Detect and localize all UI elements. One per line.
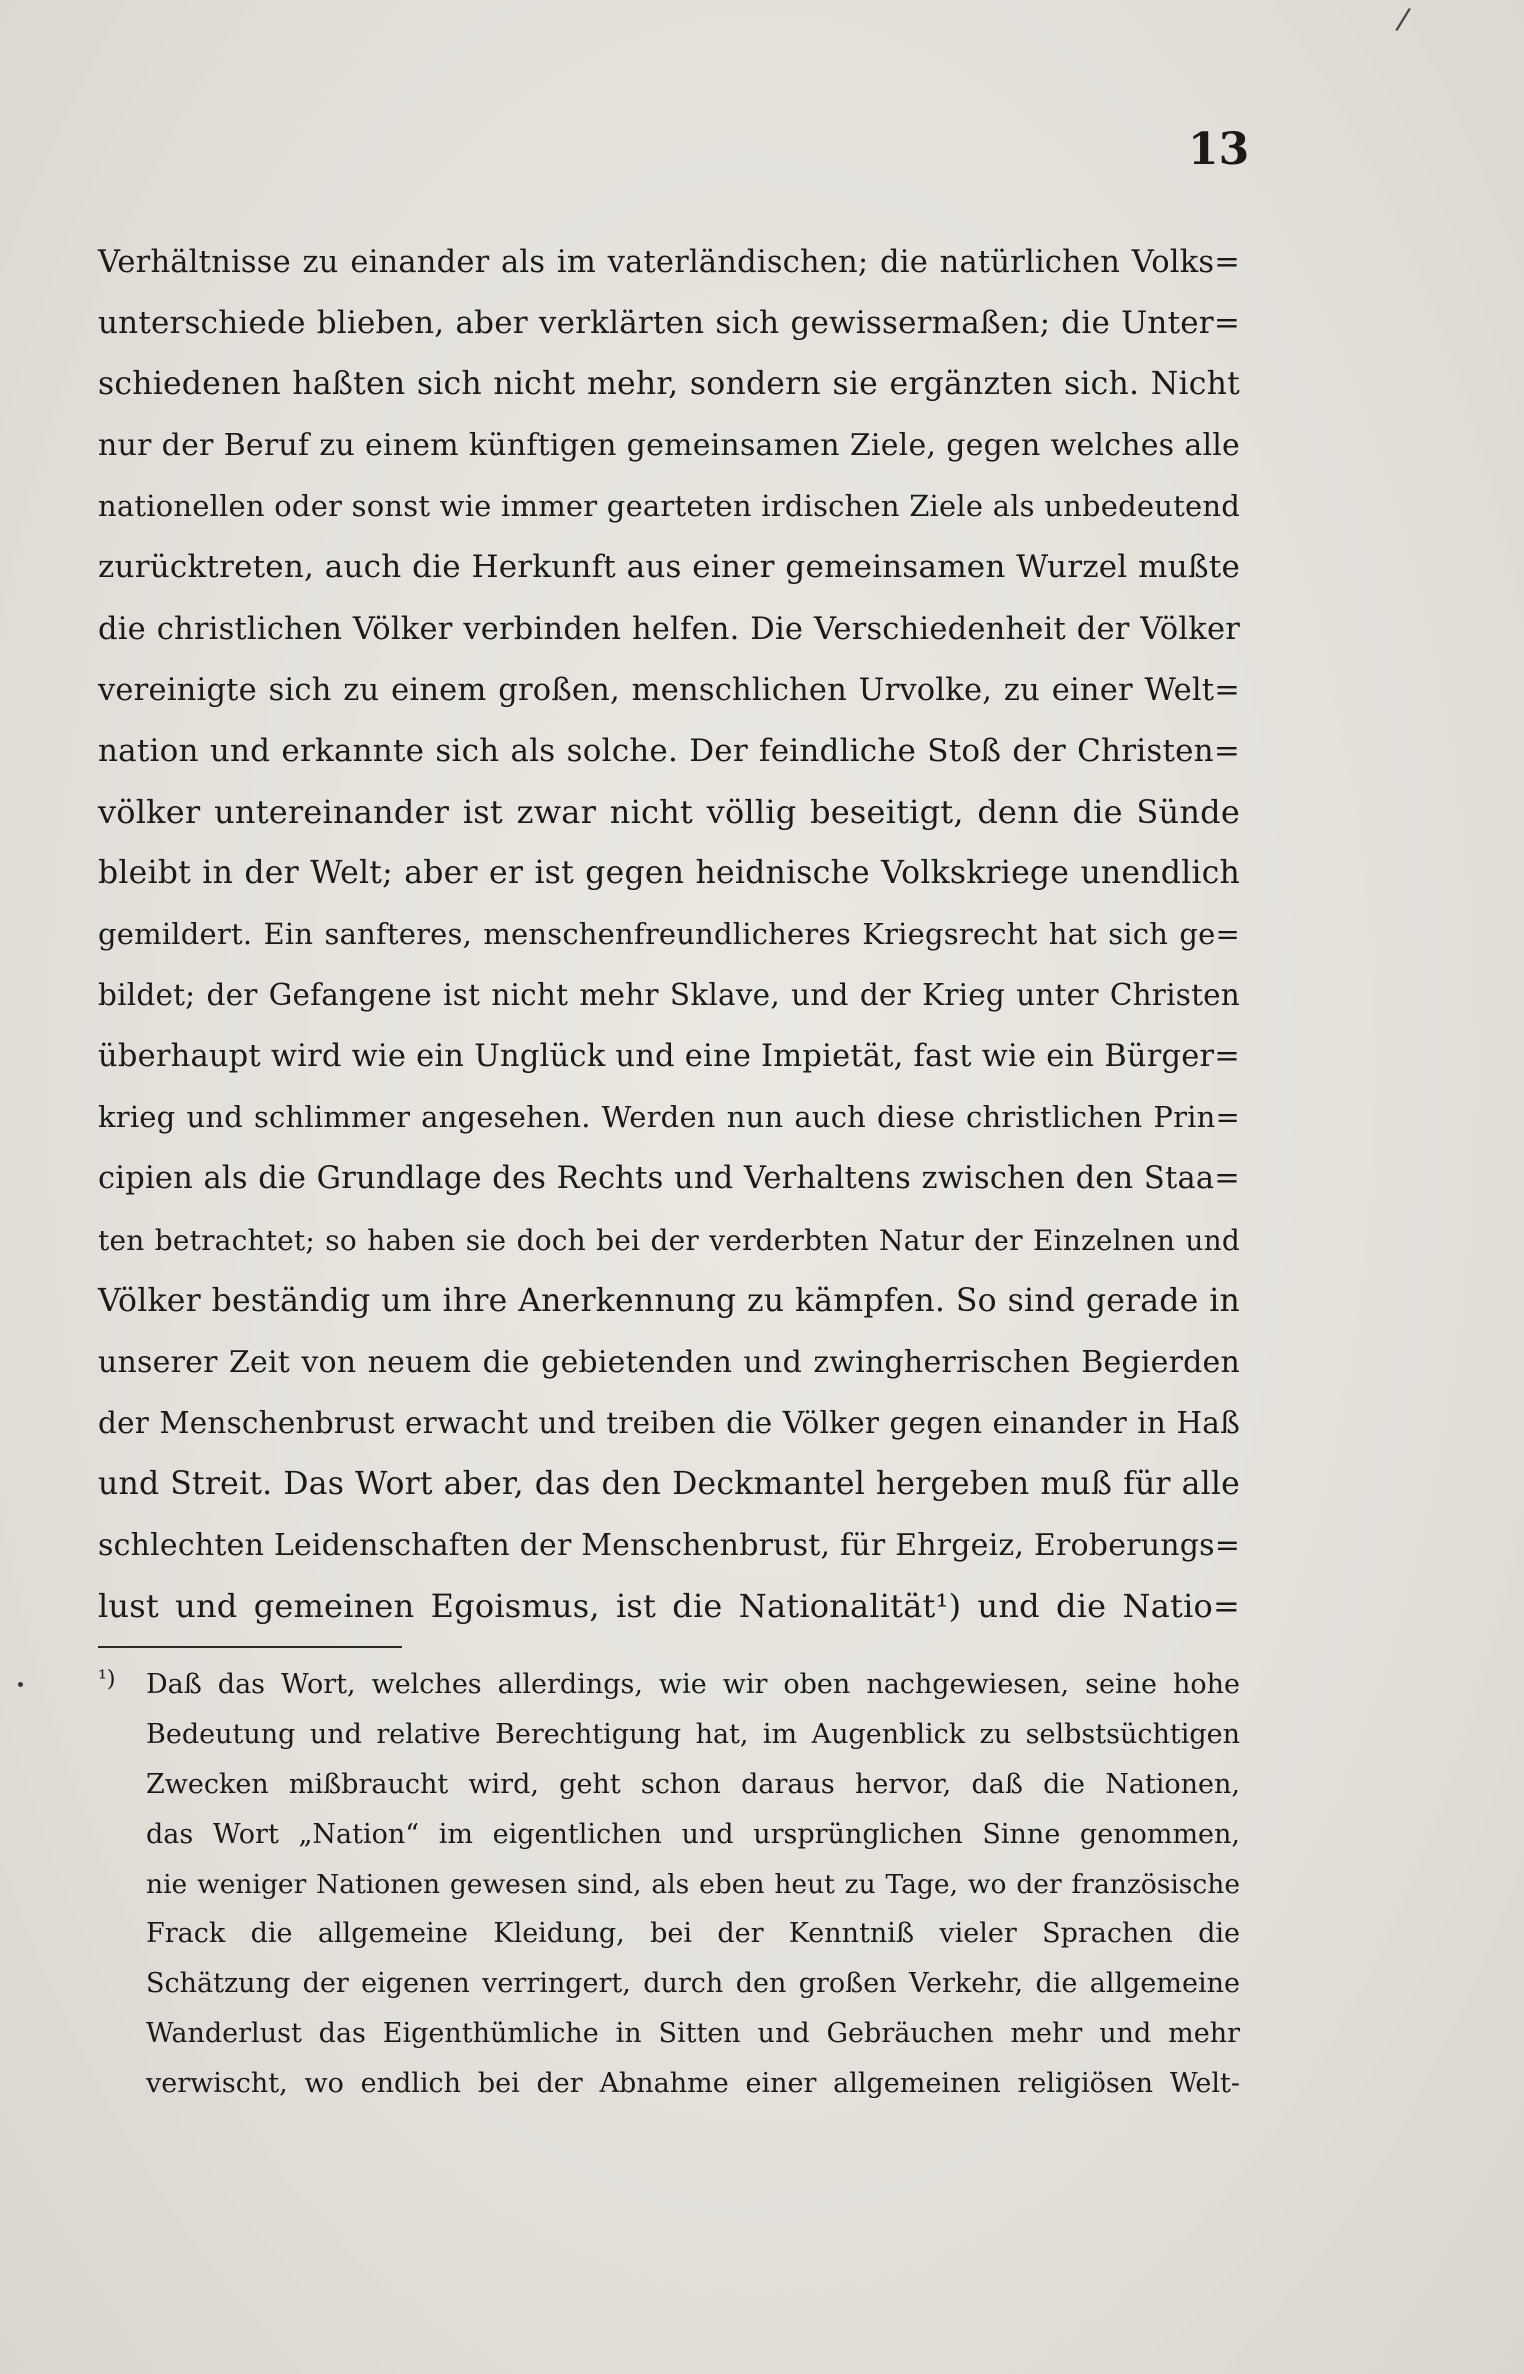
- text-line: Völker beständig um ihre Anerkennung zu kämpfen. So sind gerade in: [98, 1282, 1240, 1319]
- footnote-line: [98, 1660, 1240, 1710]
- footnote-block: [98, 1660, 1240, 2109]
- text-line: nation und erkannte sich als solche. Der feindliche Stoß der Christen=: [98, 732, 1240, 769]
- text-line: bildet; der Gefangene ist nicht mehr Sklave, und der Krieg unter Christen: [98, 978, 1240, 1013]
- text-line: nur der Beruf zu einem künftigen gemeinsamen Ziele, gegen welches alle: [98, 428, 1240, 464]
- footnote-line: Zwecken mißbraucht wird, geht schon daraus hervor, daß die Nationen,: [146, 1768, 1240, 1800]
- footnote-divider: [98, 1646, 402, 1648]
- footnote-line: Frack die allgemeine Kleidung, bei der Kenntniß vieler Sprachen die: [146, 1918, 1240, 1950]
- text-line: der Menschenbrust erwacht und treiben die Völker gegen einander in Haß: [98, 1405, 1240, 1440]
- page-number: 13: [1188, 124, 1250, 175]
- text-line: cipien als die Grundlage des Rechts und Verhaltens zwischen den Staa=: [98, 1161, 1240, 1197]
- footnote-line: verwischt, wo endlich bei der Abnahme einer allgemeinen religiösen Welt-: [146, 2068, 1240, 2100]
- text-line: zurücktreten, auch die Herkunft aus einer gemeinsamen Wurzel mußte: [98, 549, 1240, 586]
- text-line: überhaupt wird wie ein Unglück und eine Impietät, fast wie ein Bürger=: [98, 1039, 1240, 1075]
- text-line: ten betrachtet; so haben sie doch bei der verderbten Natur der Einzelnen und: [98, 1223, 1240, 1257]
- text-line: unserer Zeit von neuem die gebietenden und zwingherrischen Begierden: [98, 1344, 1240, 1380]
- text-line: lust und gemeinen Egoismus, ist die Nationalität¹) und die Natio=: [98, 1587, 1240, 1626]
- text-line: vereinigte sich zu einem großen, menschlichen Urvolke, zu einer Welt=: [98, 672, 1240, 708]
- footnote-line-text: Daß das Wort, welches allerdings, wie wir oben nachgewiesen, seine hohe: [146, 1669, 1240, 1700]
- main-text-block: [98, 232, 1240, 1637]
- text-line: völker untereinander ist zwar nicht völlig beseitigt, denn die Sünde: [98, 792, 1240, 831]
- footnote-marker: ¹): [98, 1667, 116, 1692]
- text-line: nationellen oder sonst wie immer gearteten irdischen Ziele als unbedeutend: [98, 489, 1240, 524]
- text-line: krieg und schlimmer angesehen. Werden nun auch diese christlichen Prin=: [98, 1100, 1240, 1135]
- text-line: schiedenen haßten sich nicht mehr, sondern sie ergänzten sich. Nicht: [98, 366, 1240, 403]
- footnote-line: Wanderlust das Eigenthümliche in Sitten und Gebräuchen mehr und mehr: [146, 2018, 1240, 2050]
- corner-pencil-mark: /: [1393, 1, 1413, 38]
- text-line: bleibt in der Welt; aber er ist gegen heidnische Volkskriege unendlich: [98, 854, 1240, 891]
- text-line: gemildert. Ein sanfteres, menschenfreundlicheres Kriegsrecht hat sich ge=: [98, 917, 1240, 952]
- footnote-line: Schätzung der eigenen verringert, durch den großen Verkehr, die allgemeine: [146, 1968, 1240, 2000]
- text-line: die christlichen Völker verbinden helfen. Die Verschiedenheit der Völker: [98, 611, 1240, 647]
- footnote-line: das Wort „Nation“ im eigentlichen und ursprünglichen Sinne genommen,: [146, 1818, 1240, 1850]
- footnote-line: nie weniger Nationen gewesen sind, als eben heut zu Tage, wo der französische: [146, 1868, 1240, 1900]
- text-line: Verhältnisse zu einander als im vaterländischen; die natürlichen Volks=: [98, 245, 1240, 280]
- text-line: und Streit. Das Wort aber, das den Deckmantel hergeben muß für alle: [98, 1465, 1240, 1502]
- text-line: schlechten Leidenschaften der Menschenbrust, für Ehrgeiz, Eroberungs=: [98, 1527, 1241, 1563]
- footnote-line: Bedeutung und relative Berechtigung hat, im Augenblick zu selbstsüchtigen: [146, 1718, 1240, 1750]
- text-line: unterschiede blieben, aber verklärten sich gewissermaßen; die Unter=: [98, 305, 1240, 342]
- margin-speck: [18, 1682, 23, 1687]
